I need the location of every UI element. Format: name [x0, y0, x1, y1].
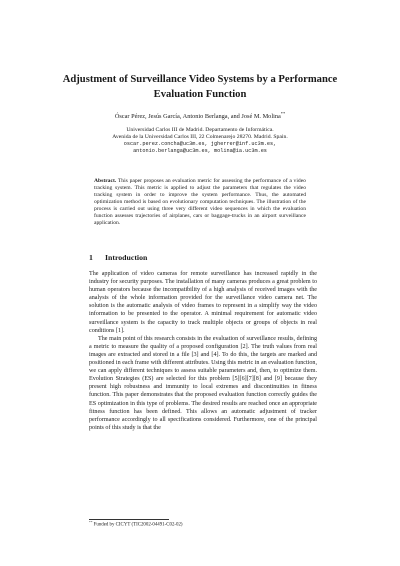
footnote-mark: ** [89, 520, 93, 524]
paragraph: The application of video cameras for remote surveillance has increased rapidly in the industry for security purposes. The installation of many cameras produces a great problem to human operators because the incompatibility of a high analysis of received images with the analysis of the whole information provided for the surveillance video camera net. The solution is the automatic analysis of video frames to represent in a simplify way the video information to be presented to the operator. A minimal requirement for automatic video surveillance system is the capacity to track multiple objects or groups of objects in real conditions [1]. [89, 271, 317, 334]
author-footnote-mark: ** [280, 110, 286, 116]
email-line: antonio.berlanga@uc3m.es, molina@ia.uc3m.es [133, 148, 267, 154]
footnote [89, 522, 317, 529]
paper-title: Adjustment of Surveillance Video Systems by a Performance Evaluation Function [62, 74, 338, 100]
section-title: Introduction [105, 253, 148, 262]
abstract-text: This paper proposes an evaluation metric for assessing the performance of a video tracking system. This metric is applied to adjust the parameters that regulates the video tracking system in order to improve the system performance. Thus, the automated optimization method is based on evolutionary computation techniques. The illustration of the process is carried out using three very different video sequences in which the evaluation function assesses trajectories of airplanes, cars or baggage-trucks in an airport surveillance application. [94, 178, 306, 226]
footnote-divider [89, 519, 169, 520]
paragraph: The main point of this research consists in the evaluation of surveillance results, defining a metric to measure the quality of a proposed configuration [2]. The truth values from real images are extracted and stored in a file [3] and [4]. To do this, the targets are marked and positioned in each frame with different attributes. Using this metric in an evaluation function, we can apply different techniques to assess suitable parameters and, then, to optimize them. Evolution Strategies (ES) are selected for this problem [5][6][7][8] and [9] because they present high robustness and immunity to local extremes and discontinuities in fitness function. This paper demonstrates that the proposed evaluation function correctly guides the ES optimization in this type of problems. The desired results are reached once an appropriate fitness function has been defined. This allows an automatic adjustment of tracker performance accordingly to all specifications considered. Furthermore, one of the principal points of this study is that the [89, 335, 317, 431]
email-line: oscar.perez.concha@uc3m.es, jgherrer@inf.uc3m.es, [123, 141, 277, 147]
abstract-label: Abstract. [94, 178, 117, 184]
affiliation-line: Universidad Carlos III de Madrid. Departamento de Informática. [126, 127, 274, 133]
section-heading [89, 253, 319, 263]
abstract [94, 178, 306, 227]
affiliation-block [60, 127, 340, 155]
author-names: Óscar Pérez, Jesús García, Antonio Berlanga, and José M. Molina [114, 113, 281, 120]
affiliation-line: Avenida de la Universidad Carlos III, 22 Colmenarejo 28270. Madrid. Spain. [112, 134, 288, 140]
author-list [60, 110, 340, 121]
section-number: 1 [89, 253, 93, 262]
body-text [89, 270, 317, 432]
footnote-text: Funded by CICYT (TIC2002-04491-C02-02) [93, 522, 183, 528]
